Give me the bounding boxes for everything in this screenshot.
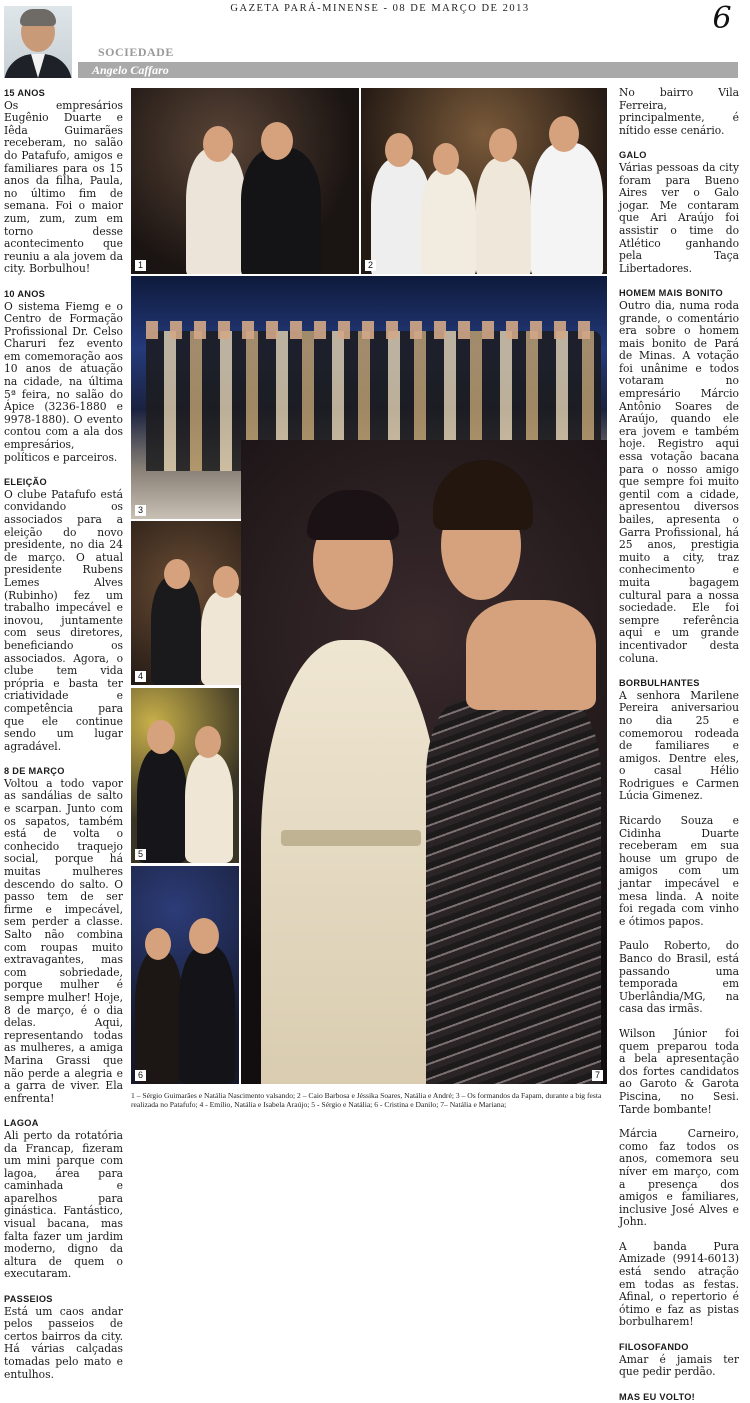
- photo-number: 2: [365, 260, 376, 271]
- page-number: 6: [712, 1, 732, 36]
- page-header: [0, 0, 750, 80]
- article-text: Está um caos andar pelos passeios de certos bairros da city. Há várias calçadas tomadas pelo mato e entulhos.: [4, 1304, 123, 1381]
- article-text: A senhora Marilene Pereira aniversariou no dia 25 e comemorou rodeada de familiares e amigos. Dentre eles, o casal Hélio Rodrigues e Carmen Lúcia Gimenez.: [619, 688, 739, 803]
- left-column: [4, 87, 123, 1393]
- photo-number: 3: [135, 505, 146, 516]
- section-title: SOCIEDADE: [98, 45, 174, 59]
- photo-number: 4: [135, 671, 146, 682]
- photo-7: [241, 440, 607, 1084]
- author-bar: [78, 62, 738, 78]
- photo-5: [131, 688, 239, 863]
- photo-number: 7: [592, 1070, 603, 1081]
- article-text: Amar é jamais ter que pedir perdão.: [619, 1352, 739, 1379]
- article-text: Os empresários Eugênio Duarte e Iêda Guimarães receberam, no salão do Patafufo, amigos e familiares para os 15 anos da filha, Paula, no último fim de semana. Foi o maior zum, zum, zum em torno desse acontecimento que reuniu a ala jovem da city. Borbulhou!: [4, 98, 123, 276]
- article-text: Ricardo Souza e Cidinha Duarte receberam em sua house um grupo de amigos com um jantar impecável e mesa linda. A noite foi regada com vinho e ótimos papos.: [619, 814, 739, 928]
- photo-number: 5: [135, 849, 146, 860]
- article-text: Paulo Roberto, do Banco do Brasil, está passando uma temporada em Uberlândia/MG, na casa das irmãs.: [619, 939, 739, 1016]
- masthead: GAZETA PARÁ-MINENSE - 08 DE MARÇO DE 2013: [230, 3, 530, 14]
- article-heading: PASSEIOS: [4, 1294, 53, 1305]
- article-text: Wilson Júnior foi quem preparou toda a bela apresentação dos fortes candidatos ao Garoto & Garota Piscina, no Sesi. Tarde bombante!: [619, 1026, 739, 1116]
- photo-1: [131, 88, 359, 274]
- photo-number: 1: [135, 260, 146, 271]
- photo-number: 6: [135, 1070, 146, 1081]
- article-heading: MAS EU VOLTO!: [619, 1391, 696, 1402]
- article-heading: 10 ANOS: [4, 288, 46, 299]
- article-text: No bairro Vila Ferreira, principalmente, é nítido esse cenário.: [619, 86, 739, 137]
- article-text: Ali perto da rotatória da Francap, fizeram um mini parque com lagoa, área para caminhada e aparelhos para ginástica. Fantástico, visual bacana, mas falta fazer um jardim moderno, digno da altura de quem o executaram.: [4, 1128, 123, 1281]
- article-heading: 8 DE MARÇO: [4, 766, 65, 777]
- article-heading: HOMEM MAIS BONITO: [619, 288, 723, 299]
- article-text: Várias pessoas da city foram para Bueno Aires ver o Galo jogar. Me contaram que Ari Araújo foi assistir o time do Atlético ganhando pela Taça Libertadores.: [619, 160, 739, 275]
- right-column: [619, 87, 739, 1403]
- article-heading: FILOSOFANDO: [619, 1342, 689, 1353]
- article-text: O clube Patafufo está convidando os associados para a eleição do novo presidente, no dia 24 de março. O atual presidente Rubens Lemes Alves (Rubinho) fez um trabalho impecável e inovou, juntamente com seus diretores, beneficiando os associados. Agora, o clube tem vida própria e basta ter criatividade e competência para que ele continue sendo um lugar agradável.: [4, 487, 123, 753]
- article-heading: GALO: [619, 150, 647, 161]
- article-text: Outro dia, numa roda grande, o comentário era sobre o homem mais bonito de Pará de Minas. A votação foi unânime e todos votaram no empresário Márcio Antônio Soares de Araújo, quando ele era jovem e também hoje. Registro aqui essa votação bacana para o nosso amigo que sempre foi muito gentil com a cidade, apresentou diversos bailes, apresenta o Garra Profissional, há 25 anos, prestigia muito a city, traz conhecimento e muita bagagem cultural para a nossa sociedade. Ele foi sempre referência aqui e um grande incentivador desta coluna.: [619, 298, 739, 665]
- article-heading: 15 ANOS: [4, 88, 46, 98]
- author-name: Angelo Caffaro: [92, 63, 169, 77]
- article-heading: ELEIÇÃO: [4, 477, 47, 488]
- photo-2: [361, 88, 607, 274]
- article-text: O sistema Fiemg e o Centro de Formação Profissional Dr. Celso Charuri fez evento em comemoração aos 10 anos de atuação na cidade, na última 5ª feira, no salão do Ápice (3236-1880 e 9978-1880). O evento contou com a ala dos empresários, políticos e parceiros.: [4, 299, 123, 464]
- article-heading: LAGOA: [4, 1118, 39, 1129]
- photo-6: [131, 866, 239, 1084]
- photo-caption: 1 – Sérgio Guimarães e Natália Nascimento valsando; 2 – Caio Barbosa e Jéssika Soares, Natália e André; 3 – Os formandos da Fapam, durante a big festa realizada no Patafufo; 4 - Emílio, Natália e Isabela Araújo; 5 - Sérgio e Natália; 6 - Cristina e Danilo; 7– Natália e Mariana;: [131, 1091, 602, 1110]
- article-text: A banda Pura Amizade (9914-6013) está sendo atração em todas as festas. Afinal, o repertorio é ótimo e faz as pistas borbulharem!: [619, 1239, 739, 1329]
- article-text: Márcia Carneiro, como faz todos os anos, comemora seu níver em março, com a presença dos amigos e familiares, inclusive José Alves e John.: [619, 1127, 739, 1229]
- article-heading: BORBULHANTES: [619, 678, 700, 689]
- article-text: Voltou a todo vapor as sandálias de salto e scarpan. Junto com os sapatos, também está de volta o conhecido traquejo social, porque há muitas mulheres descendo do salto. O passo tem de ser firme e impecável, sem perder a classe. Salto não combina com roupas muito extravagantes, mas com sobriedade, porque mulher é sempre mulher! Hoje, 8 de março, é o dia delas. Aqui, representando todas as mulheres, a amiga Marina Grassi que não perde a alegria e a garra de viver. Ela enfrenta!: [4, 776, 123, 1105]
- columnist-photo: [4, 6, 72, 78]
